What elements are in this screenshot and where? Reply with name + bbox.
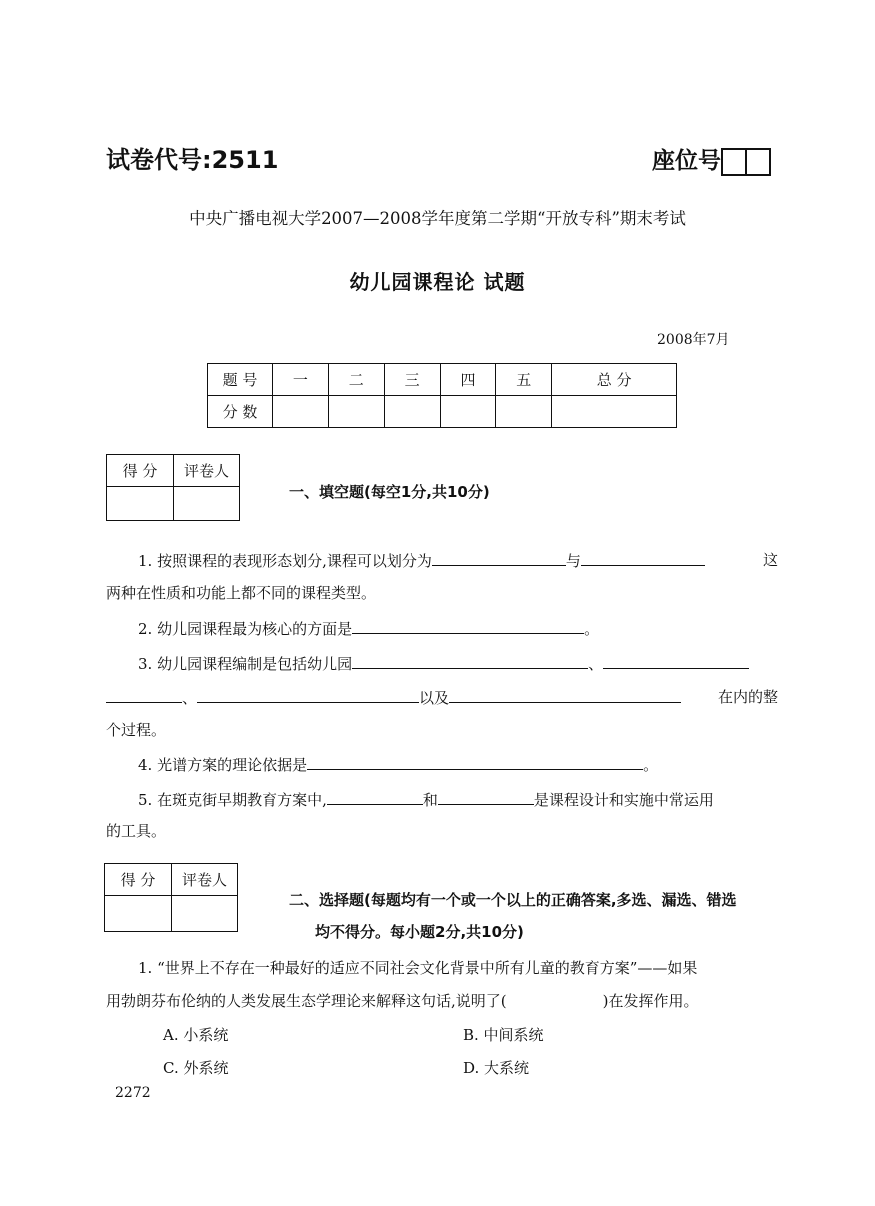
s2-q1-line-2 — [106, 990, 698, 1011]
exam-title: 幼儿园课程论 试题 — [349, 270, 526, 294]
s2-q1-text-c: )在发挥作用。 — [602, 992, 699, 1010]
q5-blank-2[interactable] — [438, 788, 534, 805]
q3-text-b: 、 — [588, 655, 604, 673]
q5-text-a: 5. 在斑克街早期教育方案中, — [138, 791, 327, 809]
question-3-line-2 — [106, 686, 778, 708]
grader-box-1 — [106, 454, 240, 521]
q2-text-a: 2. 幼儿园课程最为核心的方面是 — [138, 620, 353, 638]
question-2 — [138, 617, 599, 639]
option-c[interactable]: C. 外系统 — [163, 1059, 229, 1077]
score-cell[interactable] — [384, 396, 440, 428]
option-b[interactable]: B. 中间系统 — [463, 1026, 544, 1044]
q5-text-c: 是课程设计和实施中常运用 — [533, 791, 714, 809]
grader-score-cell[interactable] — [107, 487, 174, 521]
paper-code: 试卷代号:2511 — [106, 146, 279, 174]
exam-date: 2008年7月 — [657, 332, 730, 348]
score-table-col-5: 五 — [496, 364, 552, 396]
q3-text-f: 个过程。 — [106, 721, 167, 739]
q3-blank-4[interactable] — [197, 686, 419, 703]
q1-blank-1[interactable] — [432, 549, 566, 566]
q3-text-c: 、 — [182, 689, 198, 707]
question-4 — [138, 753, 658, 775]
seat-box-left[interactable] — [721, 148, 747, 176]
score-table — [207, 363, 677, 428]
section1-heading: 一、填空题(每空1分,共10分) — [289, 483, 490, 501]
q5-text-d: 的工具。 — [106, 822, 167, 840]
s2-q1-line-1: 1. “世界上不存在一种最好的适应不同社会文化背景中所有儿童的教育方案”——如果 — [138, 959, 698, 977]
grader-name-cell[interactable] — [174, 487, 240, 521]
score-cell[interactable] — [440, 396, 496, 428]
page-code: 2272 — [115, 1085, 151, 1101]
grader-box-2 — [104, 863, 238, 932]
q3-blank-2[interactable] — [603, 652, 749, 669]
university-line: 中央广播电视大学2007—2008学年度第二学期“开放专科”期末考试 — [189, 209, 686, 228]
section2-heading-line-1: 二、选择题(每题均有一个或一个以上的正确答案,多选、漏选、错选 — [289, 891, 737, 909]
score-table-col-4: 四 — [440, 364, 496, 396]
q1-text-b: 与 — [565, 552, 581, 570]
grader-score-cell[interactable] — [105, 896, 172, 932]
q3-text-a: 3. 幼儿园课程编制是包括幼儿园 — [138, 655, 353, 673]
option-d[interactable]: D. 大系统 — [463, 1059, 530, 1077]
q5-text-b: 和 — [422, 791, 438, 809]
score-table-col-1: 一 — [273, 364, 329, 396]
q1-text-a: 1. 按照课程的表现形态划分,课程可以划分为 — [138, 552, 432, 570]
q1-blank-2[interactable] — [581, 549, 705, 566]
seat-number-label: 座位号 — [652, 148, 721, 174]
grader-label: 评卷人 — [174, 455, 240, 487]
score-table-header: 题 号 — [208, 364, 273, 396]
score-cell[interactable] — [552, 396, 677, 428]
grader-score-label: 得 分 — [105, 864, 172, 896]
q3-text-d: 以及 — [419, 689, 450, 707]
q3-blank-3[interactable] — [106, 686, 182, 703]
q3-blank-5[interactable] — [449, 686, 681, 703]
score-table-col-2: 二 — [328, 364, 384, 396]
grader-name-cell[interactable] — [172, 896, 238, 932]
grader-label: 评卷人 — [172, 864, 238, 896]
q1-text-c: 这 — [762, 551, 778, 569]
score-row-label: 分 数 — [208, 396, 273, 428]
q3-blank-1[interactable] — [352, 652, 588, 669]
q2-blank[interactable] — [352, 617, 584, 634]
seat-number — [652, 142, 771, 176]
option-a[interactable]: A. 小系统 — [163, 1026, 229, 1044]
score-table-col-total: 总 分 — [552, 364, 677, 396]
q5-blank-1[interactable] — [327, 788, 423, 805]
q4-blank[interactable] — [307, 753, 643, 770]
q2-text-b: 。 — [584, 620, 600, 638]
question-3-line-1 — [138, 652, 778, 674]
q3-text-e: 在内的整 — [717, 688, 778, 706]
question-1-line-1 — [106, 549, 778, 571]
section2-heading-line-2: 均不得分。每小题2分,共10分) — [315, 923, 524, 941]
q4-text-a: 4. 光谱方案的理论依据是 — [138, 756, 308, 774]
score-cell[interactable] — [328, 396, 384, 428]
s2-q1-text-b: 用勃朗芬布伦纳的人类发展生态学理论来解释这句话,说明了( — [106, 992, 507, 1010]
q4-text-b: 。 — [643, 756, 659, 774]
q1-text-d: 两种在性质和功能上都不同的课程类型。 — [106, 584, 377, 602]
question-5-line-1 — [138, 788, 778, 810]
score-cell[interactable] — [273, 396, 329, 428]
seat-box-right[interactable] — [747, 148, 771, 176]
score-cell[interactable] — [496, 396, 552, 428]
grader-score-label: 得 分 — [107, 455, 174, 487]
score-table-col-3: 三 — [384, 364, 440, 396]
